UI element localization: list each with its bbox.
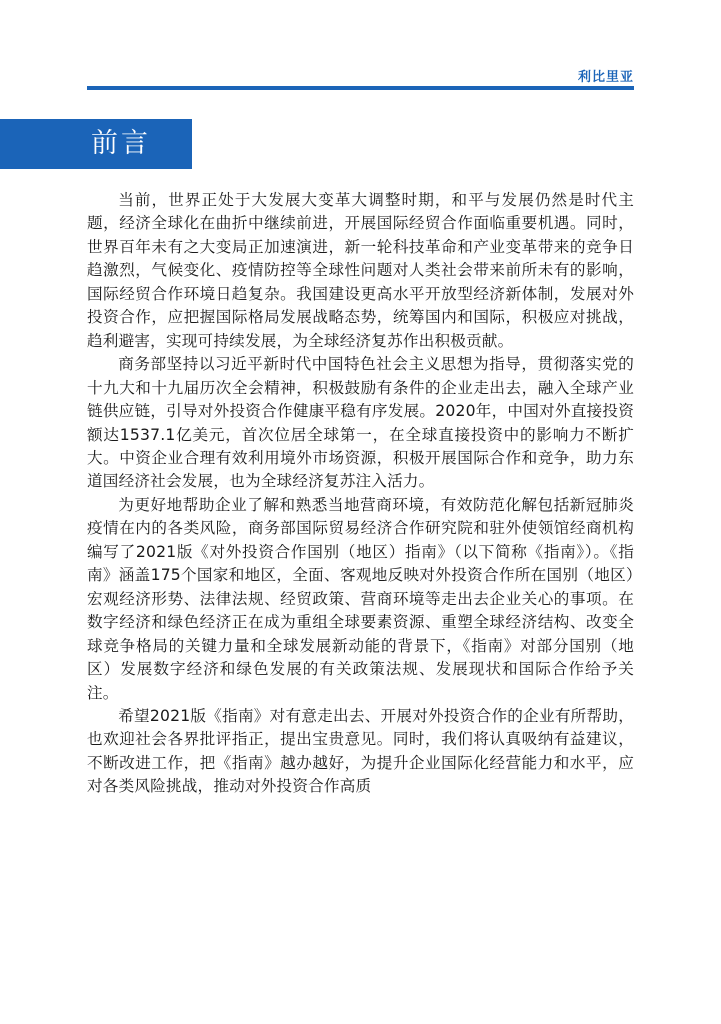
paragraph: 当前，世界正处于大发展大变革大调整时期，和平与发展仍然是时代主题，经济全球化在曲折中继续前进，开展国际经贸合作面临重要机遇。同时，世界百年未有之大变局正加速演进，新一轮科技革命和产业变革带来的竞争日趋激烈，气候变化、疫情防控等全球性问题对人类社会带来前所未有的影响，国际经贸合作环境日趋复杂。我国建设更高水平开放型经济新体制，发展对外投资合作，应把握国际格局发展战略态势，统筹国内和国际，积极应对挑战，趋利避害，实现可持续发展，为全球经济复苏作出积极贡献。 — [87, 191, 634, 350]
section-title: 前言 — [91, 128, 151, 159]
section-title-band — [0, 119, 192, 169]
paragraph: 为更好地帮助企业了解和熟悉当地营商环境，有效防范化解包括新冠肺炎疫情在内的各类风险，商务部国际贸易经济合作研究院和驻外使领馆经商机构编写了2021版《对外投资合作国别（地区）指南》（以下简称《指南》）。《指南》涵盖175个国家和地区，全面、客观地反映对外投资合作所在国别（地区）宏观经济形势、法律法规、经贸政策、营商环境等走出去企业关心的事项。在数字经济和绿色经济正在成为重组全球要素资源、重塑全球经济结构、改变全球竞争格局的关键力量和全球发展新动能的背景下，《指南》对部分国别（地区）发展数字经济和绿色发展的有关政策法规、发展现状和国际合作给予关注。 — [87, 495, 634, 702]
header-rule — [87, 86, 634, 90]
paragraph: 商务部坚持以习近平新时代中国特色社会主义思想为指导，贯彻落实党的十九大和十九届历次全会精神，积极鼓励有条件的企业走出去，融入全球产业链供应链，引导对外投资合作健康平稳有序发展。2020年，中国对外直接投资额达1537.1亿美元，首次位居全球第一，在全球直接投资中的影响力不断扩大。中资企业合理有效利用境外市场资源，积极开展国际合作和竞争，助力东道国经济社会发展，也为全球经济复苏注入活力。 — [87, 355, 634, 491]
running-header-country: 利比里亚 — [577, 70, 634, 85]
body-text — [87, 189, 634, 799]
paragraph: 希望2021版《指南》对有意走出去、开展对外投资合作的企业有所帮助，也欢迎社会各界批评指正，提出宝贵意见。同时，我们将认真吸纳有益建议，不断改进工作，把《指南》越办越好，为提升企业国际化经营能力和水平，应对各类风险挑战，推动对外投资合作高质 — [87, 706, 634, 796]
